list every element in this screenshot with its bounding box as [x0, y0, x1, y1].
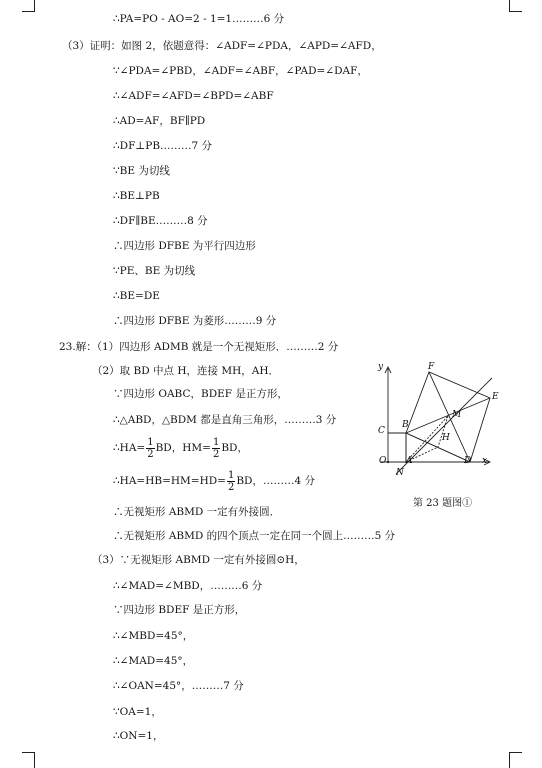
text-line: ∴AD=AF，BF∥PD: [113, 115, 206, 127]
crop-mark-bottom-right-h: [509, 752, 522, 753]
text-line: ∴DF∥BE………8 分: [113, 215, 208, 227]
text-line: ∴四边形 DFBE 为菱形………9 分: [113, 315, 277, 327]
crop-mark-top-right-h: [509, 11, 522, 12]
crop-mark-top-left-h: [22, 11, 35, 12]
geometry-figure: [372, 360, 507, 490]
label-b: B: [402, 420, 409, 430]
text-line: ∴∠ADF=∠AFD=∠BPD=∠ABF: [113, 90, 274, 102]
text-line: （3）∵无视矩形 ABMD 一定有外接圆⊙H，: [92, 554, 305, 566]
point-o: [387, 461, 389, 463]
fraction-half: [212, 437, 220, 460]
text-line: ∴无视矩形 ABMD 一定有外接圆．: [113, 506, 281, 518]
text-line: ∴BE=DE: [113, 290, 160, 302]
fraction-line-2-prefix: ∴HA=HB=HM=HD=: [113, 475, 226, 487]
figure-caption: 第 23 题图①: [413, 498, 473, 509]
text-line: ∵四边形 OABC，BDEF 是正方形，: [113, 388, 288, 400]
fraction-line-2: [113, 466, 315, 496]
text-line: ∴∠MAD=∠MBD，………6 分: [113, 580, 263, 592]
text-line: ∵∠PDA=∠PBD，∠ADF=∠ABF，∠PAD=∠DAF，: [113, 65, 368, 77]
fraction-denominator: 2: [147, 448, 154, 460]
text-line: （2）取 BD 中点 H，连接 MH，AH．: [92, 365, 279, 377]
label-e: E: [492, 392, 499, 402]
text-line: ∴∠MAD=45°，: [113, 655, 194, 667]
label-h: H: [442, 433, 450, 443]
text-line: ∴△ABD，△BDM 都是直角三角形，………3 分: [113, 414, 337, 426]
text-line: （3）证明：如图 2，依题意得：∠ADF=∠PDA，∠APD=∠AFD，: [62, 40, 382, 52]
crop-mark-bottom-left-h: [22, 752, 35, 753]
text-line: ∴∠OAN=45°，………7 分: [113, 680, 244, 692]
text-line: ∴PA=PO - AO=2 - 1=1………6 分: [113, 13, 285, 25]
crop-mark-bottom-right-v: [509, 752, 510, 768]
text-line: ∵OA=1，: [113, 706, 162, 718]
fraction-line-2-suffix: BD，………4 分: [236, 475, 315, 487]
label-y: y: [378, 362, 384, 372]
fraction-numerator: 1: [212, 436, 220, 448]
text-line: ∵PE、BE 为切线: [113, 265, 196, 277]
fraction-line-1-prefix: ∴HA=: [113, 442, 146, 454]
label-d: D: [464, 456, 472, 466]
square-oabc: [388, 433, 406, 462]
text-line: ∴ON=1，: [113, 730, 164, 742]
fraction-line-1-suffix: BD，: [221, 442, 248, 454]
fraction-half: [227, 470, 235, 493]
fraction-line-1: [113, 433, 248, 463]
label-o: O: [379, 456, 387, 466]
label-n: N: [396, 468, 404, 478]
label-x: x: [482, 456, 488, 466]
fraction-denominator: 2: [212, 448, 220, 460]
text-line: 23.解：（1）四边形 ADMB 就是一个无视矩形．………2 分: [59, 341, 339, 353]
text-line: ∵四边形 BDEF 是正方形，: [113, 604, 246, 616]
diagonal-be: [406, 398, 490, 433]
label-a: A: [406, 456, 413, 466]
fraction-line-1-middle: BD，HM=: [155, 442, 211, 454]
fraction-half: [146, 437, 154, 460]
fraction-numerator: 1: [147, 436, 154, 448]
text-line: ∴无视矩形 ABMD 的四个顶点一定在同一个圆上………5 分: [113, 530, 396, 542]
figure-drawing: [372, 360, 507, 490]
text-line: ∴四边形 DFBE 为平行四边形: [113, 240, 256, 252]
text-line: ∴∠MBD=45°，: [113, 630, 194, 642]
fraction-numerator: 1: [227, 469, 235, 481]
text-line: ∵BE 为切线: [113, 165, 170, 177]
crop-mark-bottom-left-v: [34, 752, 35, 768]
label-c: C: [378, 426, 385, 436]
label-f: F: [428, 362, 435, 372]
text-line: ∴DF⊥PB………7 分: [113, 140, 213, 152]
text-line: ∴BE⊥PB: [113, 190, 160, 202]
label-m: M: [452, 410, 462, 420]
fraction-denominator: 2: [227, 481, 235, 493]
